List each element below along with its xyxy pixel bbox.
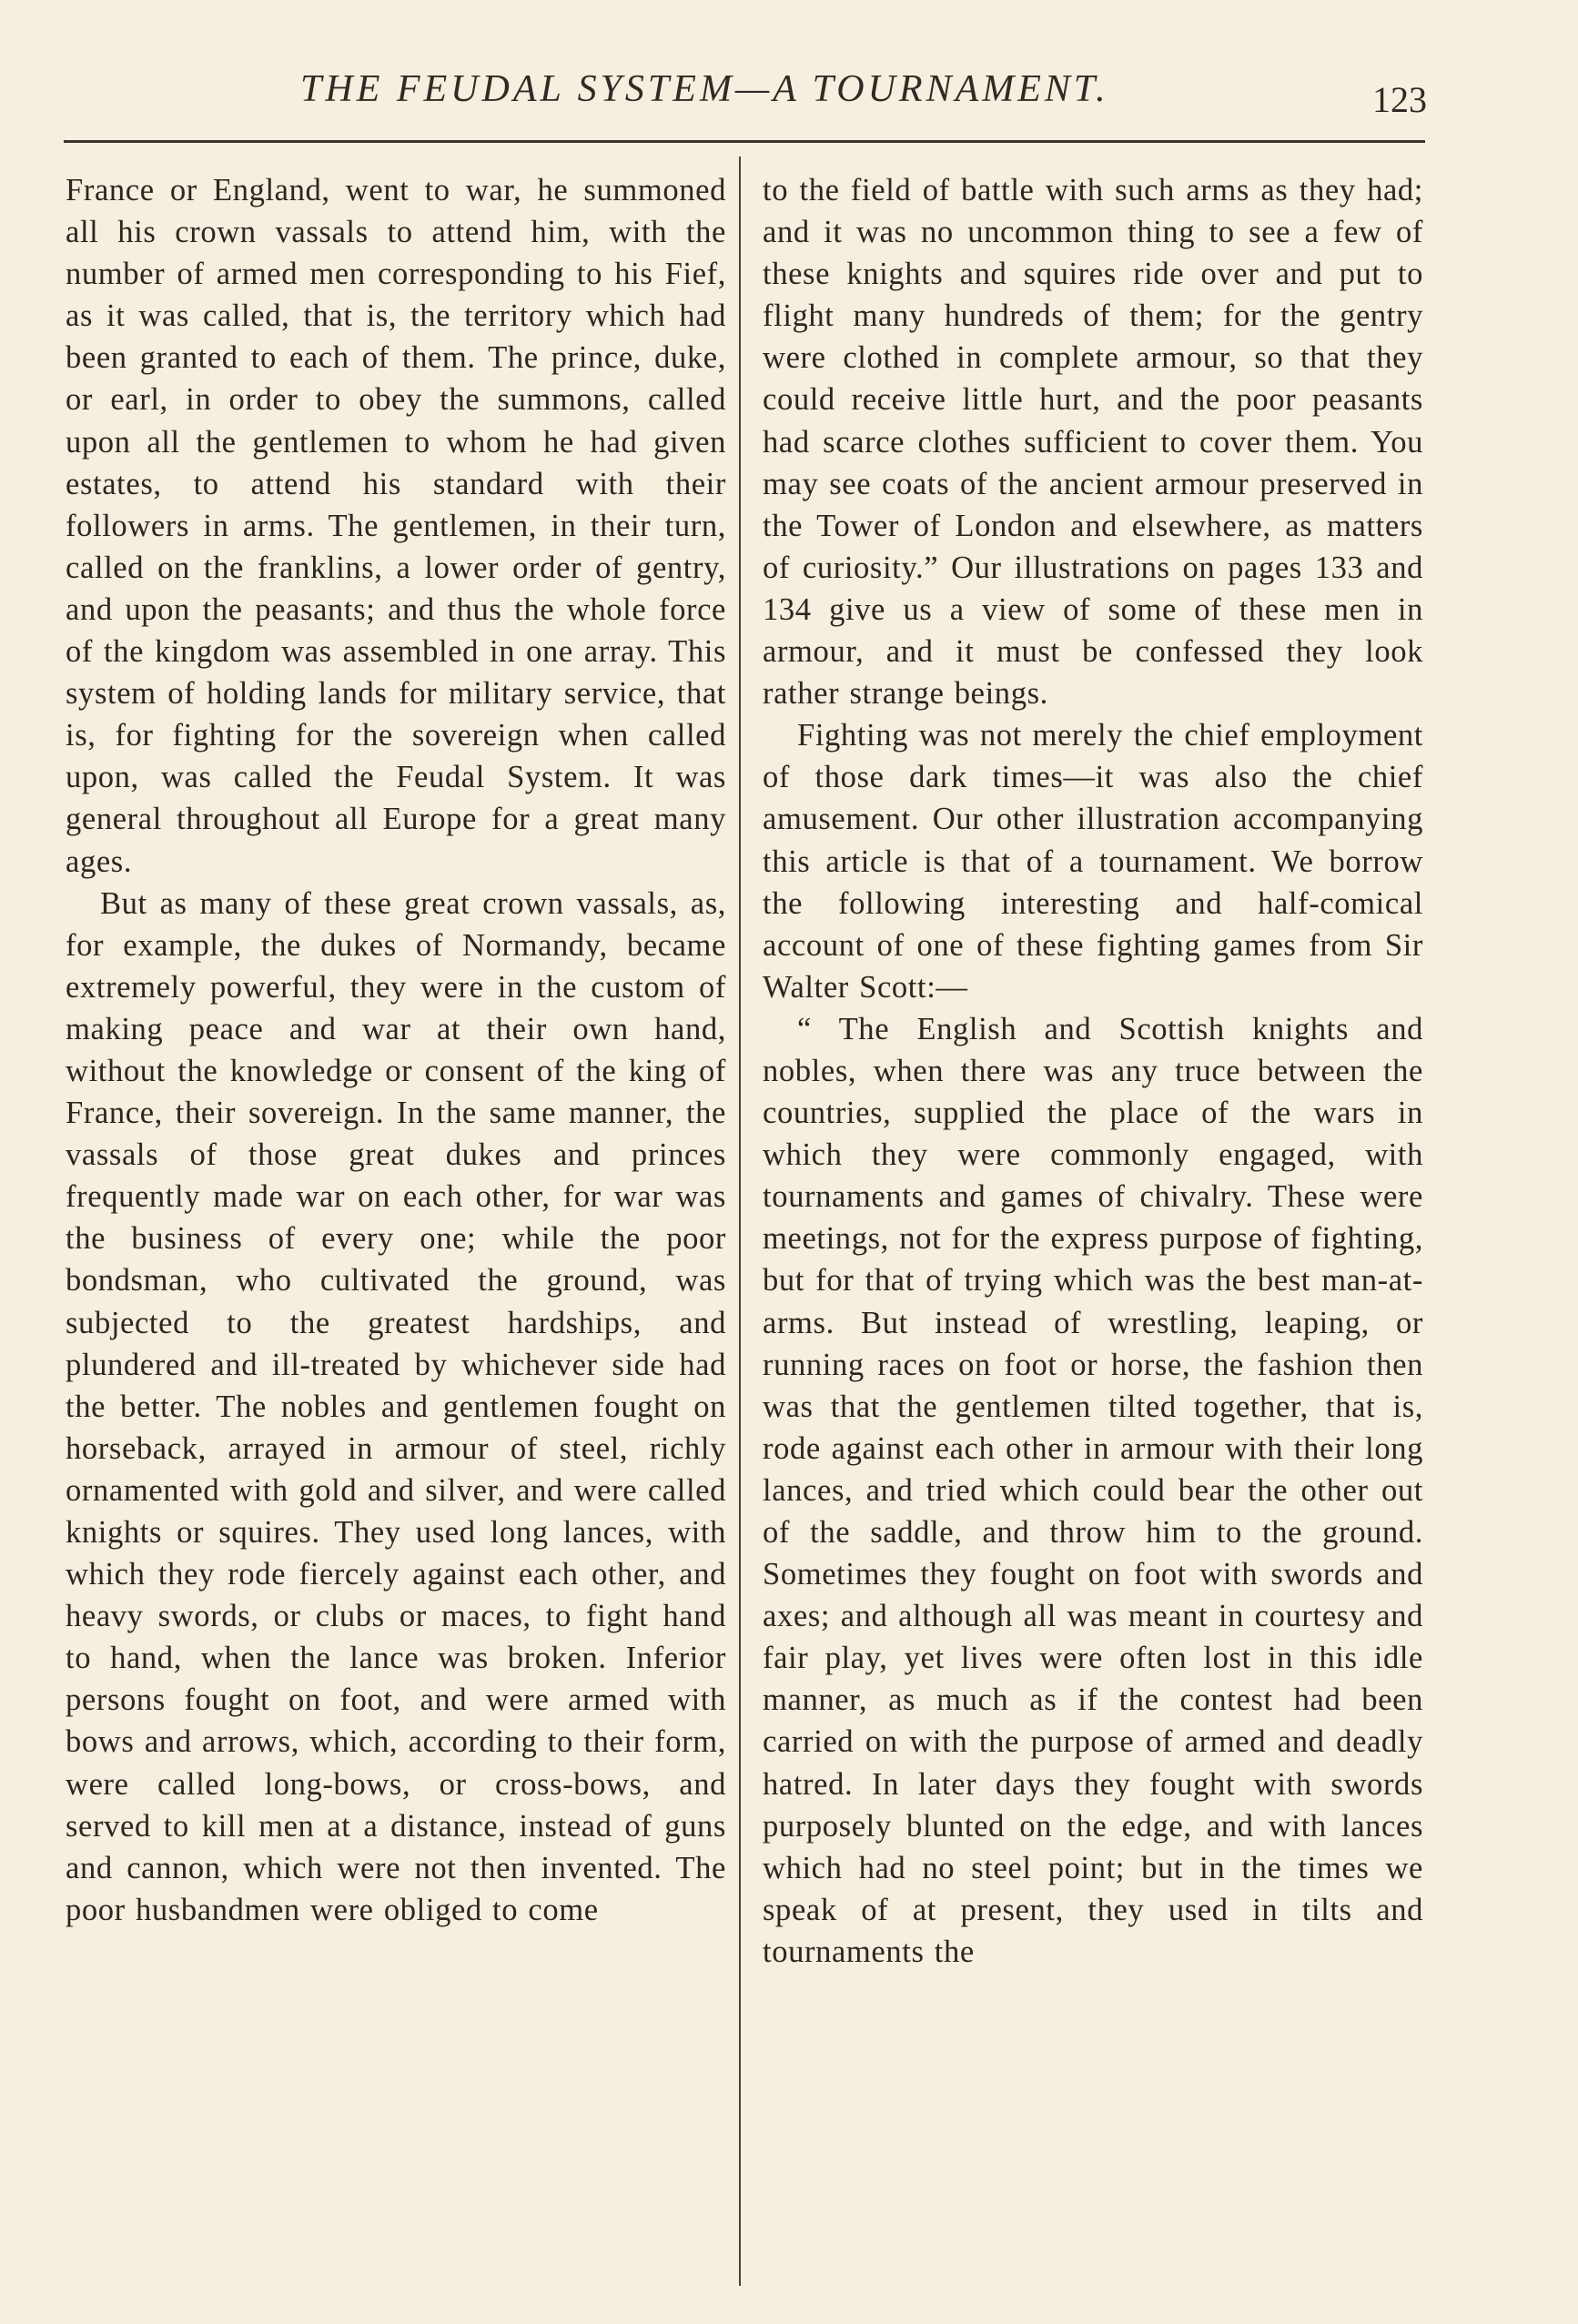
left-paragraph-1: France or England, went to war, he summoned all his crown vassals to attend him, with the number of armed men corresponding to his Fief, as it was called, that is, the territory which had been granted to each of them. The prince, duke, or earl, in order to obey the summons, called upon all the gentlemen to whom he had given estates, to attend his standard with their followers in arms. The gentlemen, in their turn, called on the franklins, a lower order of gentry, and upon the peasants; and thus the whole force of the kingdom was assembled in one array. This system of holding lands for military service, that is, for fighting for the sovereign when called upon, was called the Feudal System. It was general throughout all Europe for a great many ages.: [66, 173, 726, 879]
column-divider: [739, 157, 741, 2286]
page-number: 123: [1372, 79, 1427, 120]
right-column: [763, 169, 1423, 1973]
left-paragraph-2: But as many of these great crown vassals, as, for example, the dukes of Normandy, became extremely powerful, they were in the custom of making peace and war at their own hand, without the knowledge or consent of the king of France, their sovereign. In the same manner, the vassals of those great dukes and princes frequently made war on each other, for war was the business of every one; while the poor bondsman, who cultivated the ground, was subjected to the greatest hardships, and plundered and ill-treated by whichever side had the better. The nobles and gentlemen fought on horseback, arrayed in armour of steel, richly ornamented with gold and silver, and were called knights or squires. They used long lances, with which they rode fiercely against each other, and heavy swords, or clubs or maces, to fight hand to hand, when the lance was broken. Inferior persons fought on foot, and were armed with bows and arrows, which, according to their form, were called long-bows, or cross-bows, and served to kill men at a distance, instead of guns and cannon, which were not then invented. The poor husbandmen were obliged to come: [66, 885, 726, 1927]
right-paragraph-1: to the field of battle with such arms as they had; and it was no uncommon thing to see a few of these knights and squires ride over and put to flight many hundreds of them; for the gentry were clothed in complete armour, so that they could receive little hurt, and the poor peasants had scarce clothes sufficient to cover them. You may see coats of the ancient armour preserved in the Tower of London and elsewhere, as matters of curiosity.” Our illustrations on pages 133 and 134 give us a view of some of these men in armour, and it must be confessed they look rather strange beings.: [763, 173, 1423, 712]
left-column: [66, 169, 726, 1931]
header-rule: [64, 140, 1425, 143]
running-title: THE FEUDAL SYSTEM—A TOURNAMENT.: [300, 68, 1109, 110]
right-paragraph-3: “ The English and Scottish knights and nobles, when there was any truce between the countries, supplied the place of the wars in which they were commonly engaged, with tournaments and games of chivalry. These were meetings, not for the express purpose of fighting, but for that of trying which was the best man-at-arms. But instead of wrestling, leaping, or running races on foot or horse, the fashion then was that the gentlemen tilted together, that is, rode against each other in armour with their long lances, and tried which could bear the other out of the saddle, and throw him to the ground. Sometimes they fought on foot with swords and axes; and although all was meant in courtesy and fair play, yet lives were often lost in this idle manner, as much as if the contest had been carried on with the purpose of armed and deadly hatred. In later days they fought with swords purposely blunted on the edge, and with lances which had no steel point; but in the times we speak of at present, they used in tilts and tournaments the: [763, 1011, 1423, 1969]
right-paragraph-2: Fighting was not merely the chief employment of those dark times—it was also the chief amusement. Our other illustration accompanying this article is that of a tournament. We borrow the following interesting and half-comical account of one of these fighting games from Sir Walter Scott:—: [763, 718, 1423, 1005]
